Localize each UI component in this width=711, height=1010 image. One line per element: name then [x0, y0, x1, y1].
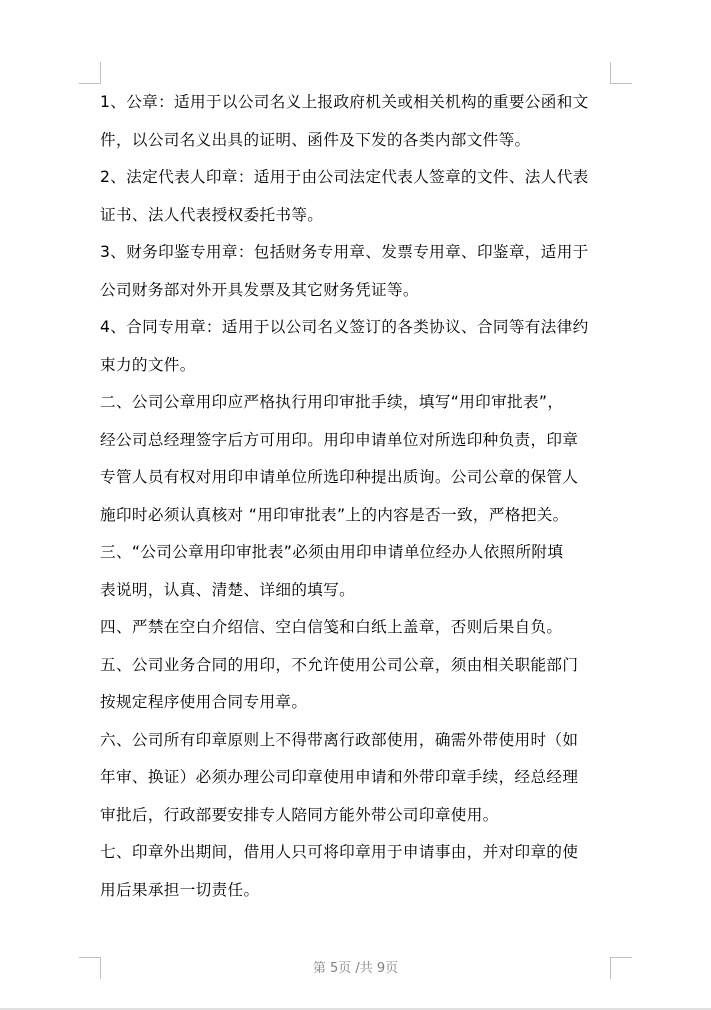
text-line: 件，以公司名义出具的证明、函件及下发的各类内部文件等。 [100, 130, 531, 149]
text-line: 三、“公司公章用印审批表”必须由用印申请单位经办人依照所附填 [100, 543, 564, 561]
text-line: 经公司总经理签字后方可用印。用印申请单位对所选印种负责，印章 [100, 430, 579, 449]
paragraph [100, 234, 620, 309]
paragraph [100, 384, 620, 534]
corner-mark-top-right-vertical [610, 62, 611, 84]
document-body [100, 84, 620, 909]
page-number-footer: 第 5页 /共 9页 [312, 961, 399, 976]
text-line: 2、法定代表人印章：适用于由公司法定代表人签章的文件、法人代表 [100, 168, 589, 186]
paragraph [100, 84, 620, 159]
text-line: 3、财务印鉴专用章：包括财务专用章、发票专用章、印鉴章，适用于 [100, 243, 589, 261]
text-line: 六、公司所有印章原则上不得带离行政部使用，确需外带使用时（如 [100, 730, 579, 749]
paragraph [100, 159, 620, 234]
paragraph [100, 722, 620, 835]
paragraph [100, 309, 620, 384]
text-line: 证书、法人代表授权委托书等。 [100, 205, 324, 224]
text-line: 按规定程序使用合同专用章。 [100, 693, 308, 711]
text-line: 1、公章：适用于以公司名义上报政府机关或相关机构的重要公函和文 [100, 93, 589, 111]
text-line: 表说明，认真、清楚、详细的填写。 [100, 580, 356, 599]
text-line: 四、严禁在空白介绍信、空白信笺和白纸上盖章，否则后果自负。 [100, 618, 563, 636]
text-line: 审批后，行政部要安排专人陪同方能外带公司印章使用。 [100, 805, 499, 824]
text-line: 七、印章外出期间，借用人只可将印章用于申请事由，并对印章的使 [100, 843, 579, 861]
text-line: 施印时必须认真核对 “用印审批表”上的内容是否一致，严格把关。 [100, 505, 569, 524]
text-line: 用后果承担一切责任。 [100, 880, 260, 899]
text-line: 年审、换证）必须办理公司印章使用申请和外带印章手续，经总经理 [100, 768, 579, 786]
paragraph [100, 609, 620, 647]
text-line: 五、公司业务合同的用印，不允许使用公司公章，须由相关职能部门 [100, 655, 579, 674]
text-line: 二、公司公章用印应严格执行用印审批手续，填写“用印审批表”， [100, 393, 564, 411]
paragraph [100, 534, 620, 609]
text-line: 束力的文件。 [100, 355, 196, 374]
text-line: 公司财务部对外开具发票及其它财务凭证等。 [100, 280, 419, 299]
corner-mark-top-left-horizontal [79, 83, 101, 84]
paragraph [100, 647, 620, 722]
text-line: 专管人员有权对用印申请单位所选印种提出质询。公司公章的保管人 [100, 468, 579, 486]
text-line: 4、合同专用章：适用于以公司名义签订的各类协议、合同等有法律约 [100, 318, 589, 336]
paragraph [100, 834, 620, 909]
corner-mark-top-left-vertical [100, 62, 101, 84]
